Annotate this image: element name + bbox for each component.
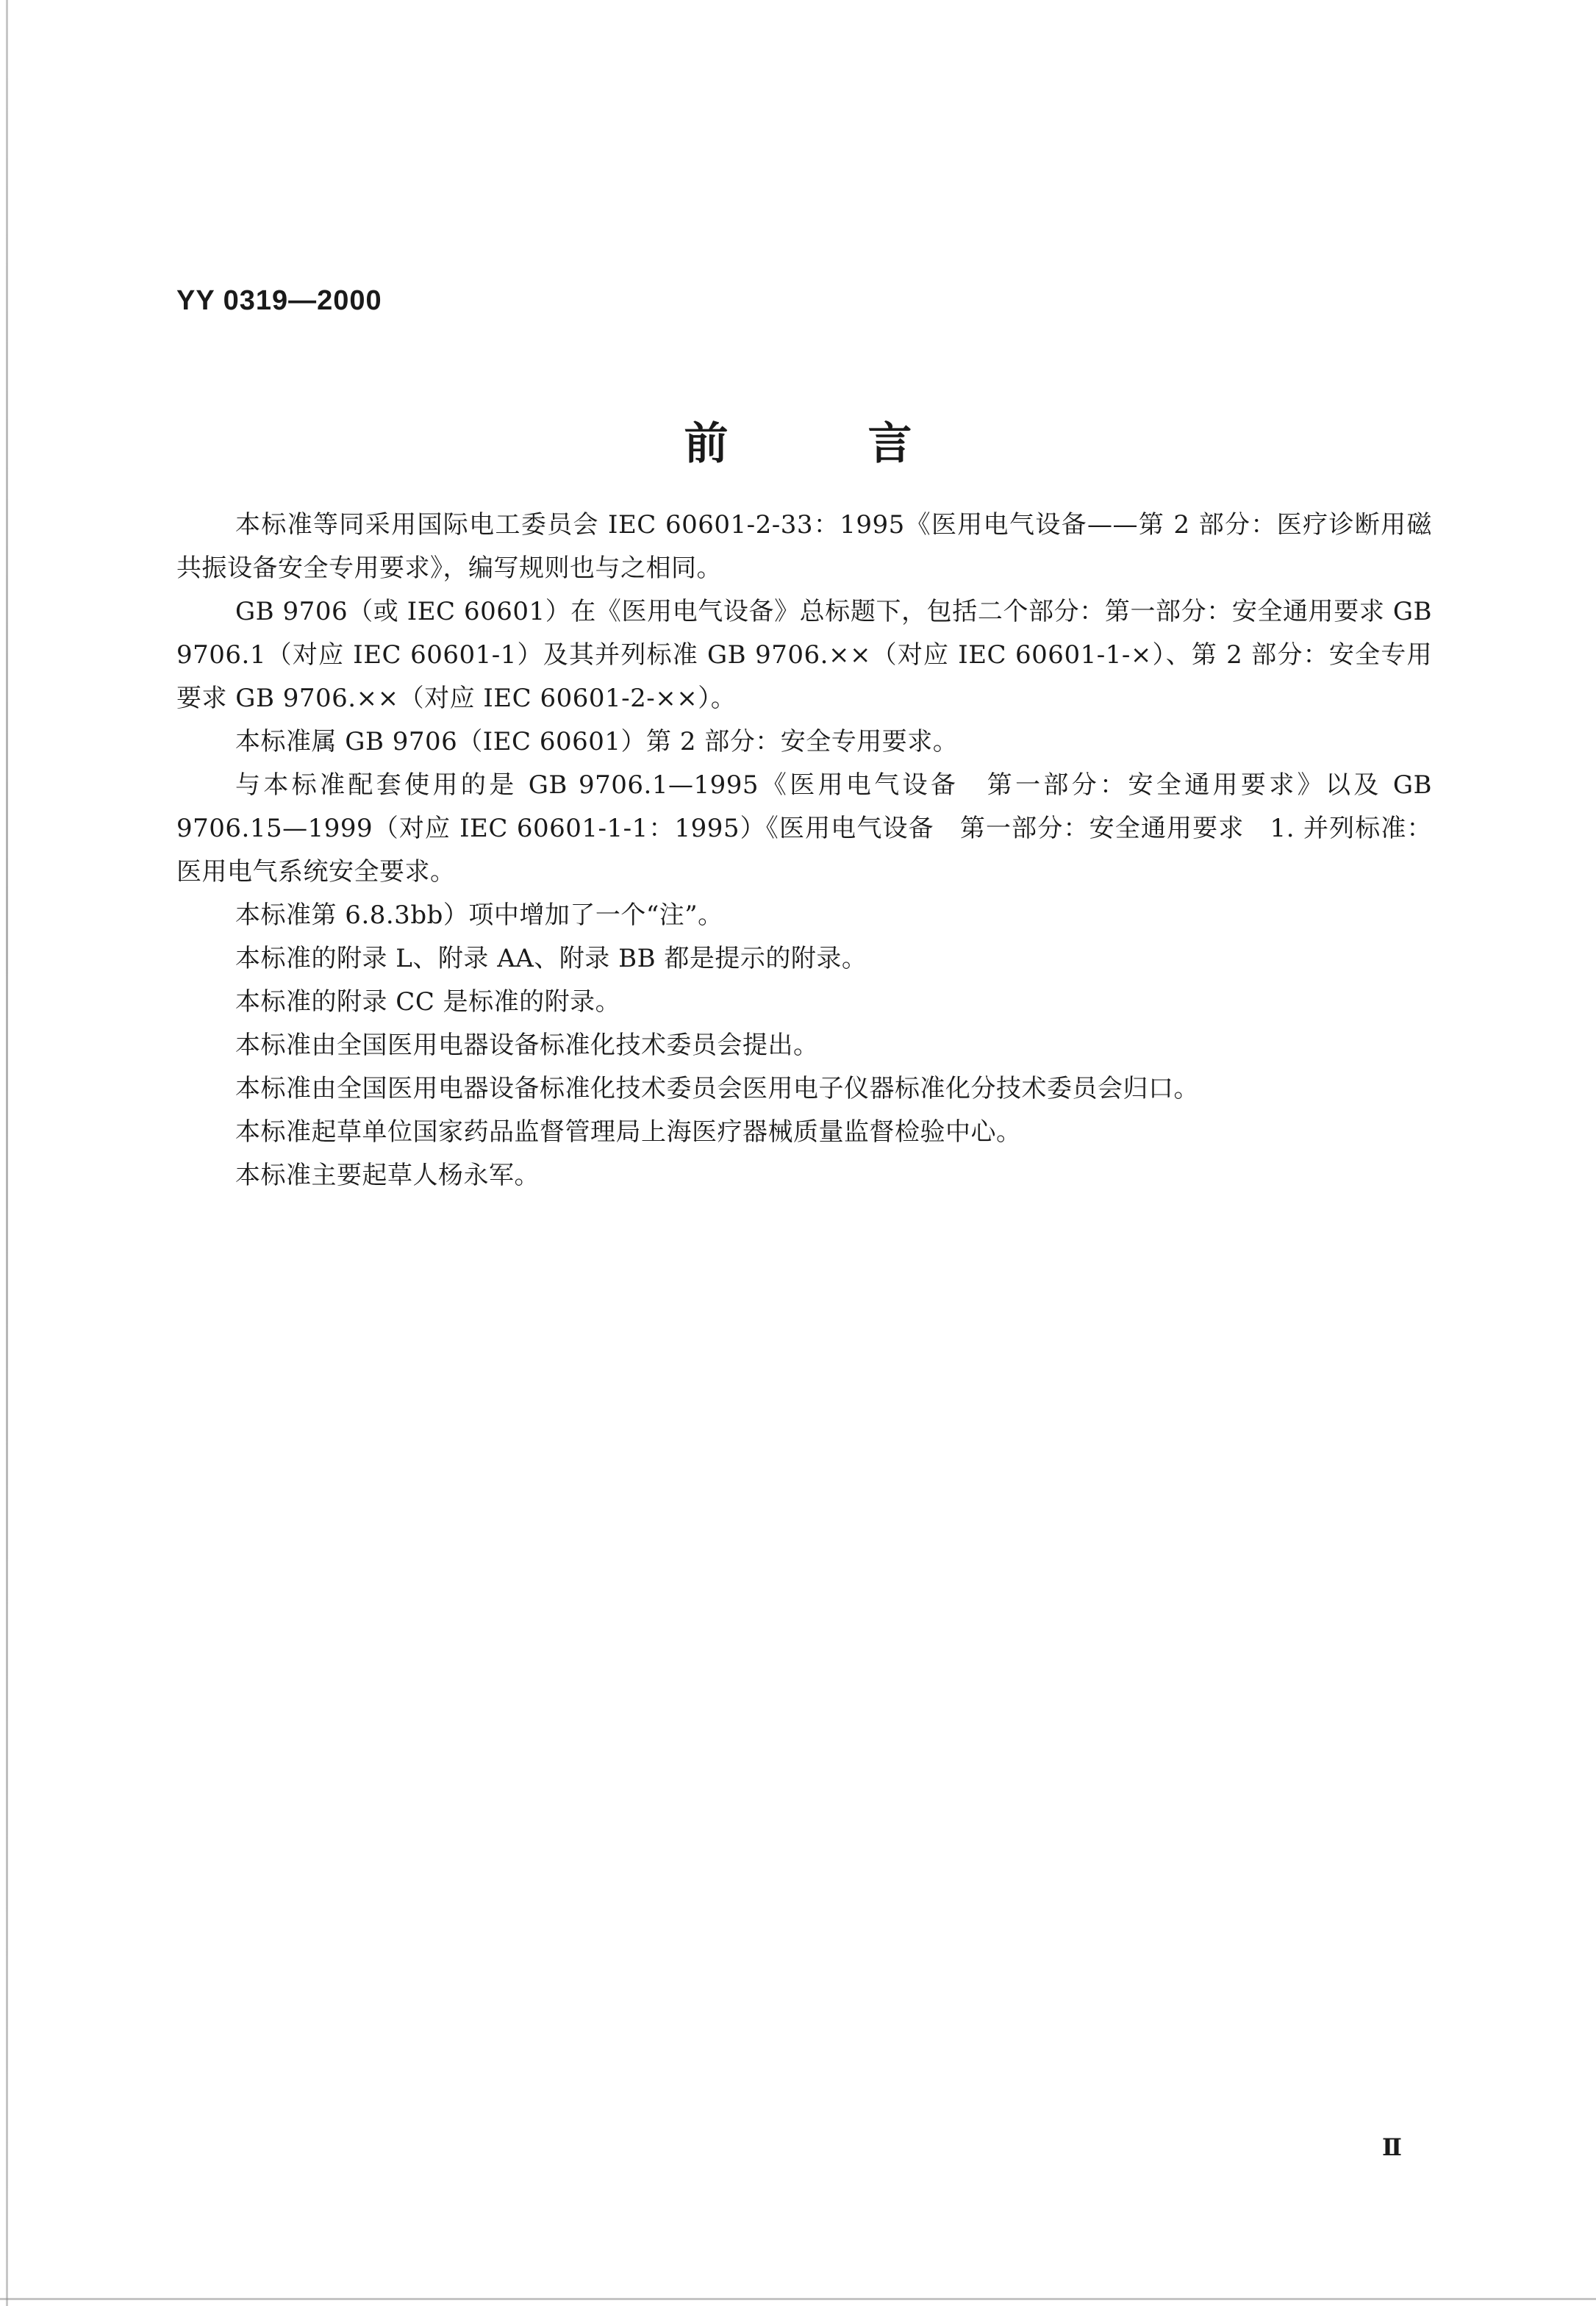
preface-body: [176, 504, 1432, 1197]
preface-paragraph: 本标准由全国医用电器设备标准化技术委员会提出。: [235, 1031, 819, 1060]
page-number: Ⅱ: [1382, 2133, 1402, 2161]
preface-paragraph: 本标准主要起草人杨永军。: [235, 1161, 540, 1190]
preface-title: 前言: [684, 418, 1052, 470]
preface-paragraph: 本标准的附录 CC 是标准的附录。: [235, 987, 621, 1017]
preface-paragraph: 本标准第 6.8.3bb）项中增加了一个“注”。: [235, 900, 723, 930]
preface-paragraph: 本标准的附录 L、附录 AA、附录 BB 都是提示的附录。: [235, 944, 867, 973]
preface-paragraph: GB 9706（或 IEC 60601）在《医用电气设备》总标题下，包括二个部分：第一部分：安全通用要求 GB 9706.1（对应 IEC 60601-1）及其并列标准 GB 9706.××（对应 IEC 60601-1-×）、第 2 部分：安全专用要求 GB 9706.××（对应 IEC 60601-2-××）。: [176, 597, 1432, 713]
scan-edge-bottom: [0, 2298, 1596, 2300]
preface-paragraph: 本标准由全国医用电器设备标准化技术委员会医用电子仪器标准化分技术委员会归口。: [235, 1074, 1199, 1103]
preface-paragraph: 本标准属 GB 9706（IEC 60601）第 2 部分：安全专用要求。: [235, 727, 959, 756]
document-code: YY 0319—2000: [176, 285, 382, 316]
preface-paragraph: 本标准起草单位国家药品监督管理局上海医疗器械质量监督检验中心。: [235, 1117, 1022, 1147]
scan-edge-left: [6, 0, 8, 2306]
preface-paragraph: 与本标准配套使用的是 GB 9706.1—1995《医用电气设备 第一部分：安全通用要求》以及 GB 9706.15—1999（对应 IEC 60601-1-1：1995）《医用电气设备 第一部分：安全通用要求 1. 并列标准：医用电气系统安全要求。: [176, 770, 1432, 887]
preface-paragraph: 本标准等同采用国际电工委员会 IEC 60601-2-33：1995《医用电气设备——第 2 部分：医疗诊断用磁共振设备安全专用要求》，编写规则也与之相同。: [176, 510, 1432, 583]
